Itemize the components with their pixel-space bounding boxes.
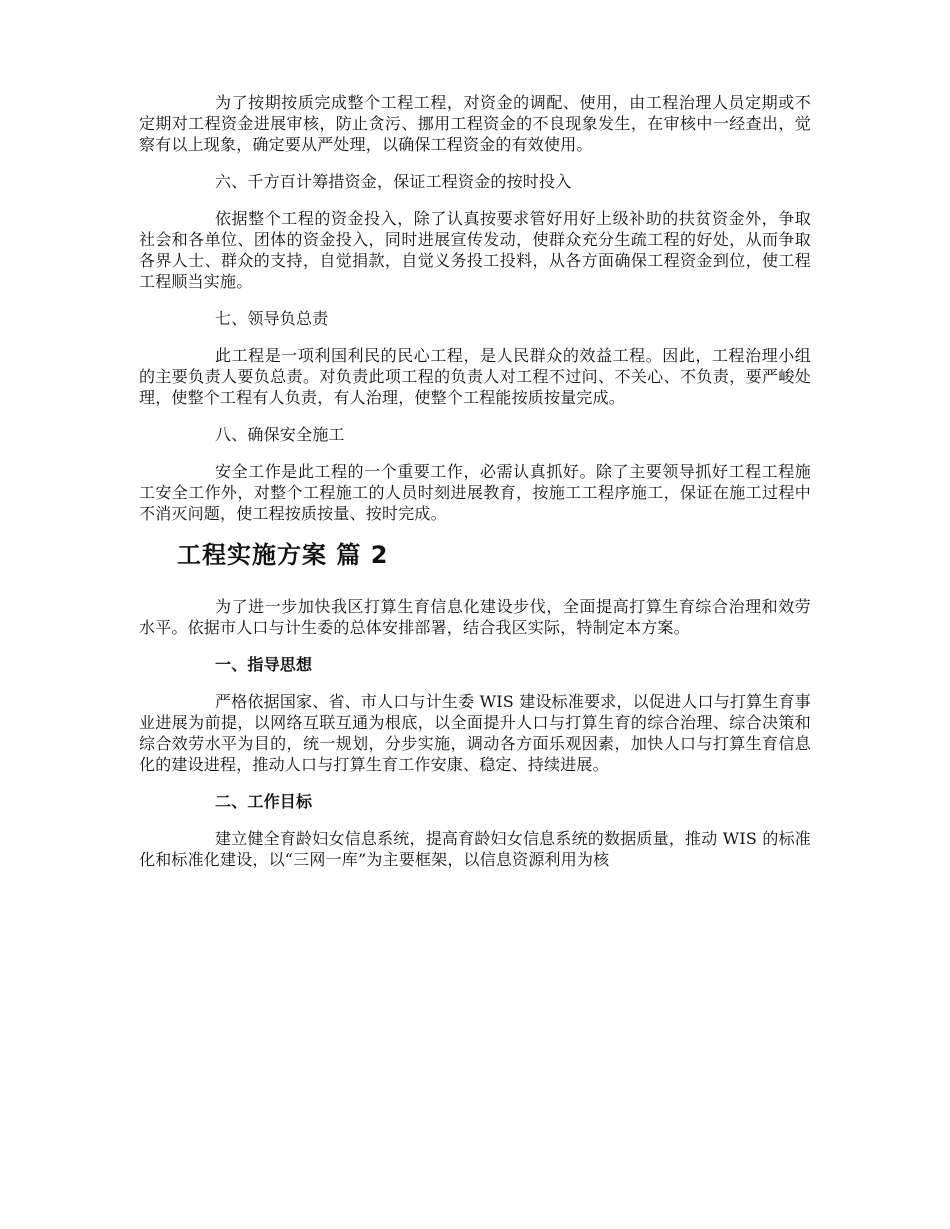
paragraph-safety: 安全工作是此工程的一个重要工作，必需认真抓好。除了主要领导抓好工程工程施工安全工作外，对整个工程施工的人员时刻进展教育，按施工工程序施工，保证在施工过程中不消灭问题，使工程按质按量、按时完成。 <box>139 462 811 523</box>
heading-section-six: 六、千方百计筹措资金，保证工程资金的按时投入 <box>215 172 572 191</box>
paragraph-leadership: 此工程是一项利国利民的民心工程，是人民群众的效益工程。因此，工程治理小组的主要负责人要负总责。对负责此项工程的负责人对工程不过问、不关心、不负责，要严峻处理，使整个工程有人负责，有人治理，使整个工程能按质按量完成。 <box>139 346 811 407</box>
heading-work-goals: 二、工作目标 <box>215 792 313 811</box>
paragraph-work-goals: 建立健全育龄妇女信息系统，提高育龄妇女信息系统的数据质量，推动 WIS 的标准化和标准化建设，以“三网一库”为主要框架，以信息资源利用为核 <box>139 829 811 869</box>
heading-guiding-ideology: 一、指导思想 <box>215 655 313 674</box>
heading-section-eight: 八、确保安全施工 <box>215 425 345 444</box>
document-page <box>139 92 811 886</box>
paragraph-fund-audit: 为了按期按质完成整个工程工程，对资金的调配、使用，由工程治理人员定期或不定期对工程资金进展审核，防止贪污、挪用工程资金的不良现象发生，在审核中一经查出，觉察有以上现象，确定要从严处理，以确保工程资金的有效使用。 <box>139 93 811 154</box>
document-title-part-2: 工程实施方案 篇 2 <box>177 541 389 569</box>
paragraph-fund-raising: 依据整个工程的资金投入，除了认真按要求管好用好上级补助的扶贫资金外，争取社会和各单位、团体的资金投入，同时进展宣传发动，使群众充分生疏工程的好处，从而争取各界人士、群众的支持，自觉捐款，自觉义务投工投料，从各方面确保工程资金到位，使工程工程顺当实施。 <box>139 209 811 291</box>
paragraph-intro: 为了进一步加快我区打算生育信息化建设步伐，全面提高打算生育综合治理和效劳水平。依据市人口与计生委的总体安排部署，结合我区实际，特制定本方案。 <box>139 597 811 637</box>
heading-section-seven: 七、领导负总责 <box>215 309 329 328</box>
paragraph-guiding-ideology: 严格依据国家、省、市人口与计生委 WIS 建设标准要求，以促进人口与打算生育事业进展为前提，以网络互联互通为根底，以全面提升人口与打算生育的综合治理、综合决策和综合效劳水平为目的，统一规划，分步实施，调动各方面乐观因素，加快人口与打算生育信息化的建设进程，推动人口与打算生育工作安康、稳定、持续进展。 <box>139 692 811 774</box>
